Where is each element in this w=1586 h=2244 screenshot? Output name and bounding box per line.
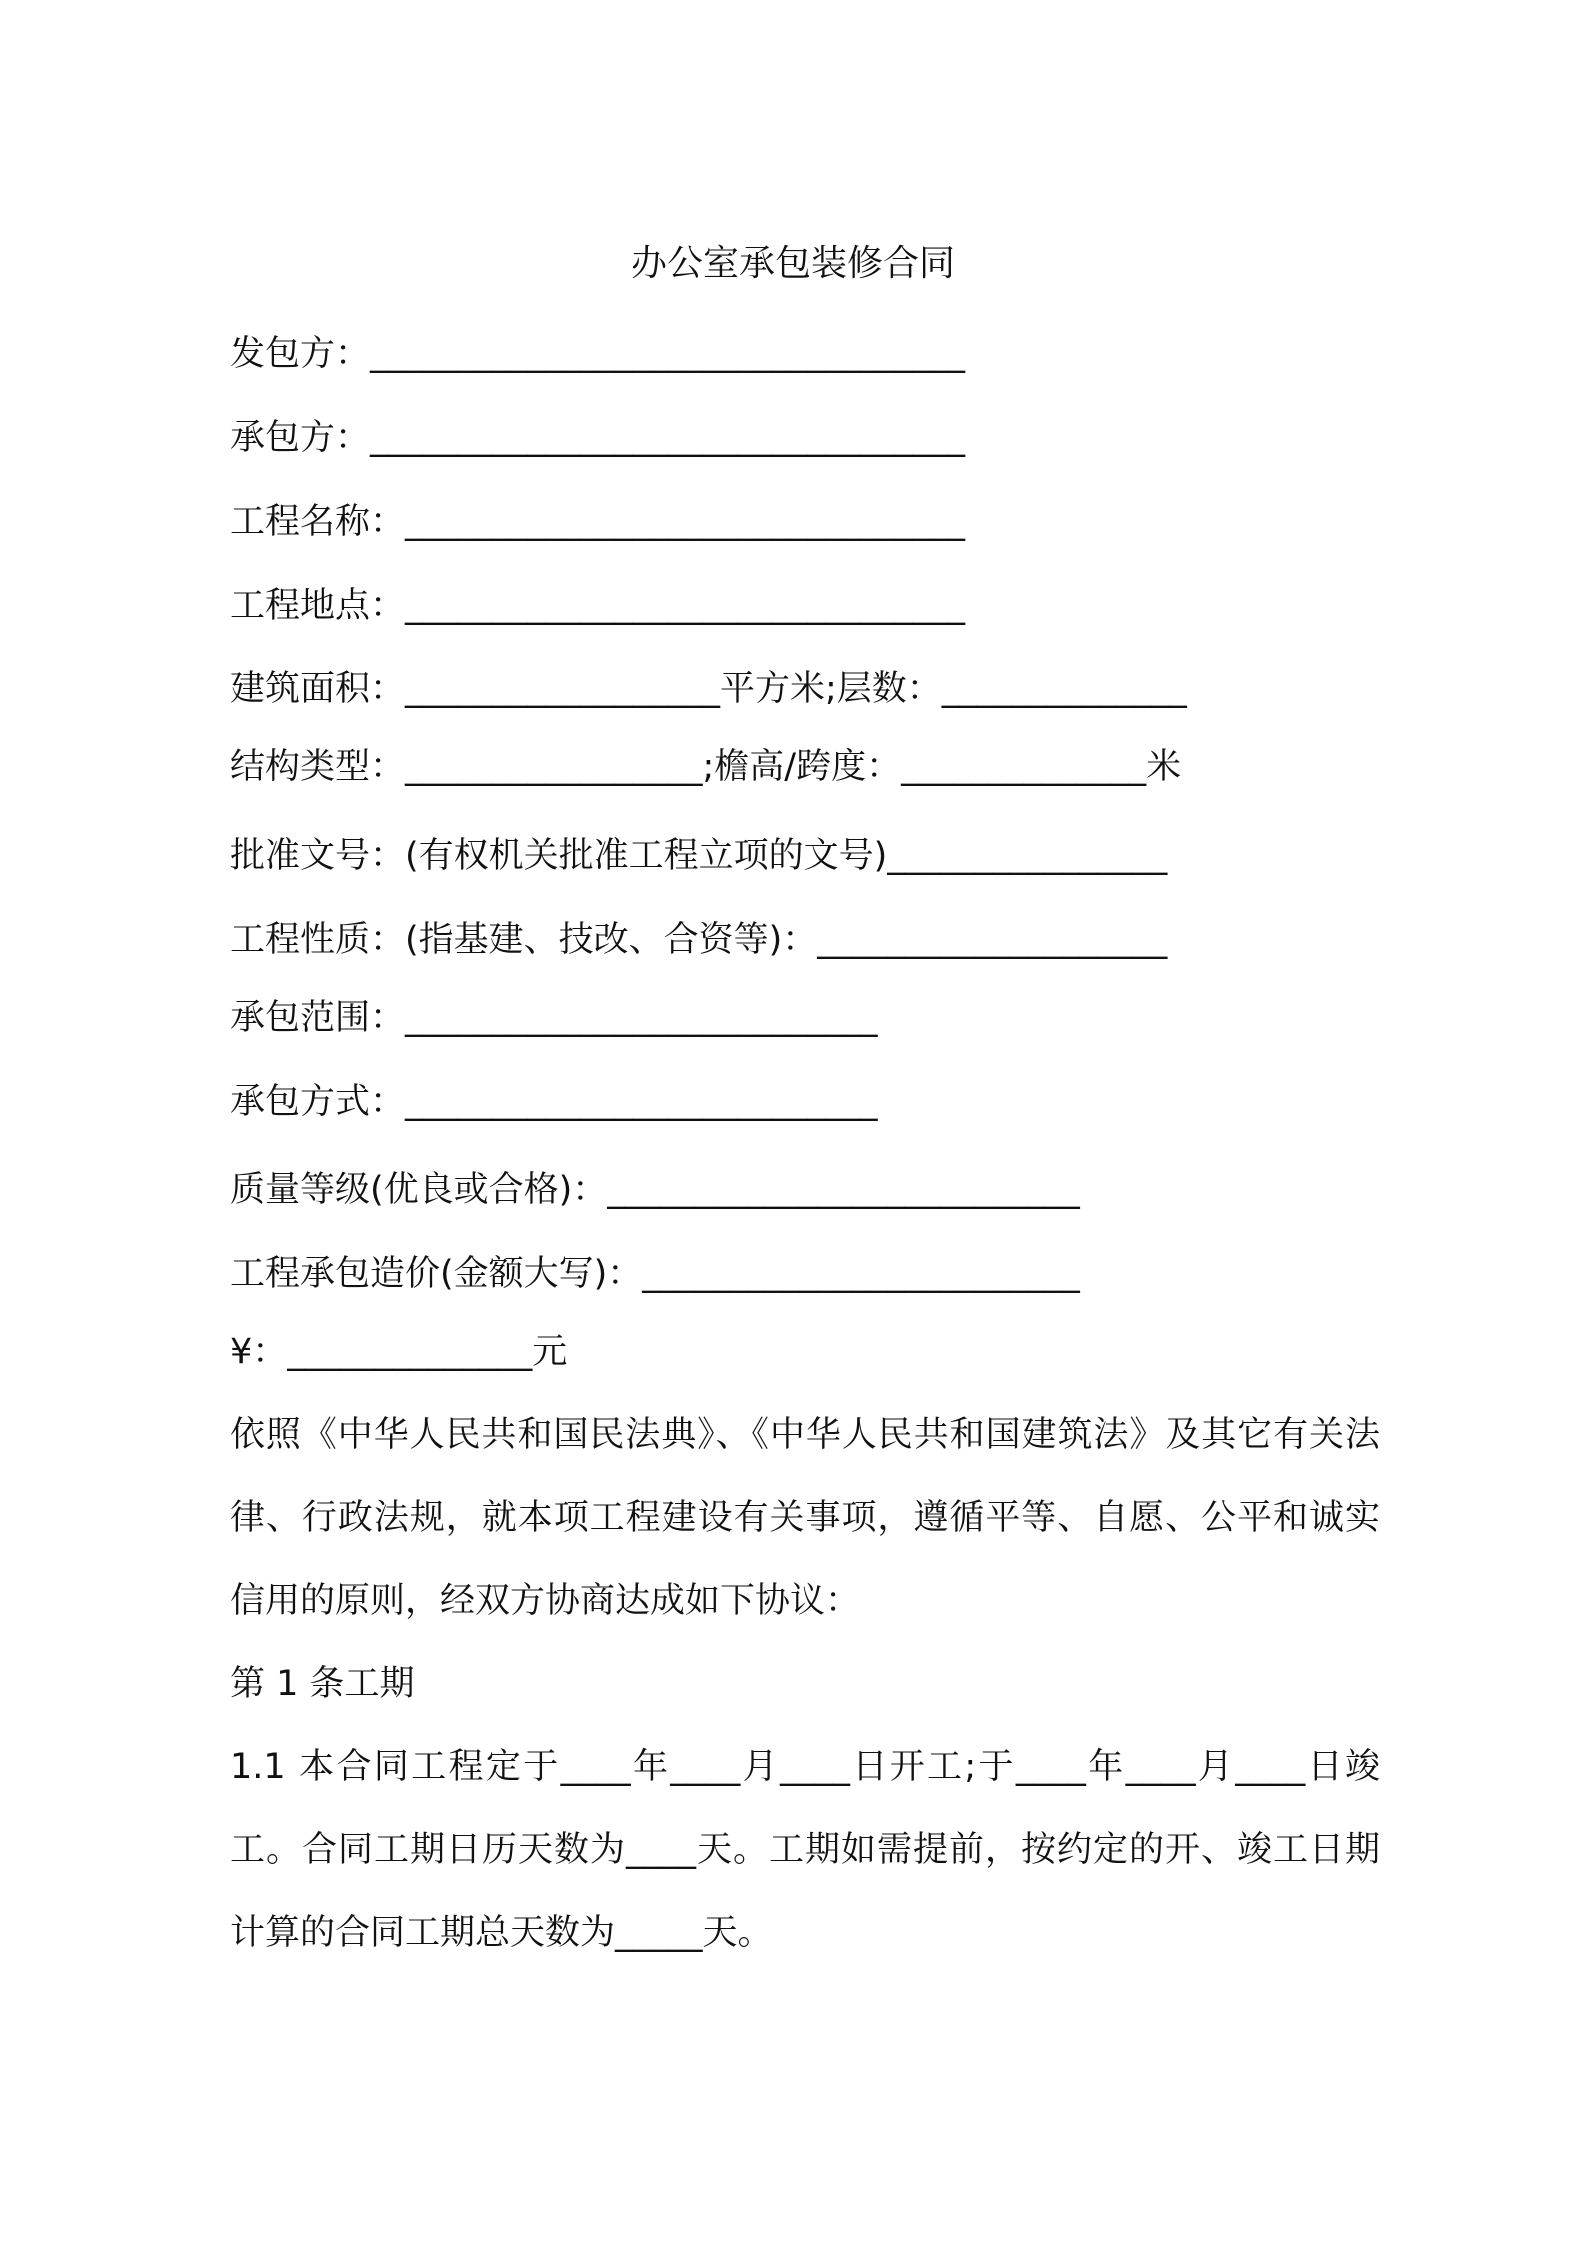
field-project-location: 工程地点：________________________________: [230, 586, 966, 626]
field-contract-method: 承包方式：___________________________: [230, 1082, 878, 1122]
preamble-paragraph: 依照《中华人民共和国民法典》、《中华人民共和国建筑法》及其它有关法律、行政法规，就本项工程建设有关事项，遵循平等、自愿、公平和诚实信用的原则，经双方协商达成如下协议：: [230, 1415, 1380, 1621]
field-project-name: 工程名称：________________________________: [230, 502, 966, 542]
clause-1-1: 1.1 本合同工程定于____年____月____日开工;于____年____月____日竣工。合同工期日历天数为____天。工期如需提前，按约定的开、竣工日期计算的合同工期总天数为_____天。: [230, 1747, 1380, 1953]
field-contractor: 承包方：__________________________________: [230, 418, 966, 458]
field-approval-number: 批准文号：(有权机关批准工程立项的文号)________________: [230, 836, 1168, 876]
field-building-area: 建筑面积：__________________平方米;层数：______________: [230, 669, 1187, 709]
field-project-nature: 工程性质：(指基建、技改、合资等)：____________________: [230, 920, 1168, 960]
field-employer: 发包方：__________________________________: [230, 334, 966, 374]
field-contract-price-amount: ¥：______________元: [230, 1332, 568, 1372]
field-contract-scope: 承包范围：___________________________: [230, 998, 878, 1038]
document-title: 办公室承包装修合同: [630, 243, 955, 284]
field-quality-grade: 质量等级(优良或合格)：___________________________: [230, 1170, 1080, 1210]
field-contract-price-words: 工程承包造价(金额大写)：_________________________: [230, 1254, 1080, 1294]
article-1-heading: 第 1 条工期: [230, 1664, 415, 1704]
field-structure-type: 结构类型：_________________;檐高/跨度：______________米: [230, 747, 1182, 787]
